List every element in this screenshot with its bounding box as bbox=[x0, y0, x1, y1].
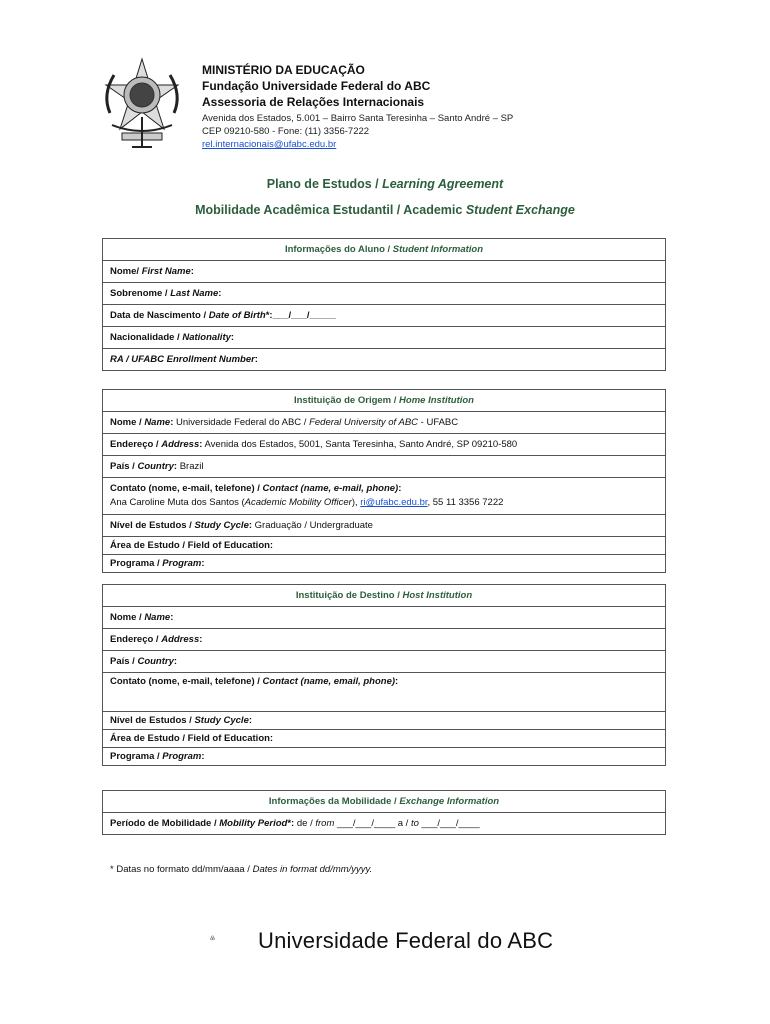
last-name-field[interactable]: Sobrenome / Last Name: bbox=[103, 283, 666, 305]
ministry-name: MINISTÉRIO DA EDUCAÇÃO bbox=[202, 63, 365, 77]
document-title bbox=[0, 177, 770, 191]
date-format-footnote: * Datas no formato dd/mm/aaaa / Dates in format dd/mm/yyyy. bbox=[110, 864, 373, 875]
section-header-home: Instituição de Origem / Home Institution bbox=[103, 390, 666, 412]
exchange-info-table bbox=[102, 790, 666, 835]
cep-phone-line: CEP 09210-580 - Fone: (11) 3356-7222 bbox=[202, 126, 370, 137]
institution-header bbox=[202, 62, 602, 151]
section-header-host: Instituição de Destino / Host Institution bbox=[103, 585, 666, 607]
university-footer-name: Universidade Federal do ABC bbox=[258, 928, 554, 953]
coat-of-arms-seal bbox=[92, 55, 192, 155]
document-subtitle bbox=[0, 203, 770, 217]
home-field-of-education-field[interactable]: Área de Estudo / Field of Education: bbox=[103, 537, 666, 555]
first-name-field[interactable]: Nome/ First Name: bbox=[103, 261, 666, 283]
home-contact-email-link[interactable]: ri@ufabc.edu.br bbox=[360, 497, 428, 508]
host-field-of-education-field[interactable]: Área de Estudo / Field of Education: bbox=[103, 730, 666, 748]
title-en: Learning Agreement bbox=[382, 177, 504, 191]
office-email-link[interactable]: rel.internacionais@ufabc.edu.br bbox=[202, 139, 337, 150]
section-header-exchange: Informações da Mobilidade / Exchange Information bbox=[103, 791, 666, 813]
foundation-name: Fundação Universidade Federal do ABC bbox=[202, 79, 431, 93]
host-study-cycle-field[interactable]: Nível de Estudos / Study Cycle: bbox=[103, 712, 666, 730]
home-address-field: Endereço / Address: Avenida dos Estados, 5001, Santa Teresinha, Santo André, SP 09210-580 bbox=[103, 434, 666, 456]
host-name-field[interactable]: Nome / Name: bbox=[103, 607, 666, 629]
home-program-field[interactable]: Programa / Program: bbox=[103, 555, 666, 573]
address-line: Avenida dos Estados, 5.001 – Bairro Santa Teresinha – Santo André – SP bbox=[202, 113, 514, 124]
host-contact-field[interactable]: Contato (nome, e-mail, telefone) / Contact (name, email, phone): bbox=[103, 673, 666, 712]
home-contact-field: Contato (nome, e-mail, telefone) / Contact (name, e-mail, phone): Ana Caroline Muta dos Santos (Academic Mobility Officer), ri@ufabc.edu.br, 55 11 3356 7222 bbox=[103, 478, 666, 515]
home-name-field: Nome / Name: Universidade Federal do ABC / Federal University of ABC - UFABC bbox=[103, 412, 666, 434]
mobility-period-field[interactable]: Período de Mobilidade / Mobility Period*: de / from ___/___/____ a / to ___/___/____ bbox=[103, 813, 666, 835]
home-country-field: País / Country: Brazil bbox=[103, 456, 666, 478]
home-study-cycle-field: Nível de Estudos / Study Cycle: Graduação / Undergraduate bbox=[103, 515, 666, 537]
nationality-field[interactable]: Nacionalidade / Nationality: bbox=[103, 327, 666, 349]
subtitle-pt: Mobilidade Acadêmica Estudantil / Academic bbox=[195, 203, 466, 217]
home-institution-table bbox=[102, 389, 666, 573]
enrollment-number-field[interactable]: RA / UFABC Enrollment Number: bbox=[103, 349, 666, 371]
birth-date-field[interactable]: Data de Nascimento / Date of Birth*:___/___/_____ bbox=[103, 305, 666, 327]
host-country-field[interactable]: País / Country: bbox=[103, 651, 666, 673]
ufabc-logo-icon bbox=[210, 918, 256, 958]
title-pt: Plano de Estudos / bbox=[266, 177, 383, 191]
office-name: Assessoria de Relações Internacionais bbox=[202, 95, 425, 109]
host-program-field[interactable]: Programa / Program: bbox=[103, 748, 666, 766]
section-header-student: Informações do Aluno / Student Information bbox=[103, 239, 666, 261]
host-address-field[interactable]: Endereço / Address: bbox=[103, 629, 666, 651]
subtitle-en: Student Exchange bbox=[465, 203, 575, 217]
student-info-table bbox=[102, 238, 666, 371]
host-institution-table bbox=[102, 584, 666, 766]
